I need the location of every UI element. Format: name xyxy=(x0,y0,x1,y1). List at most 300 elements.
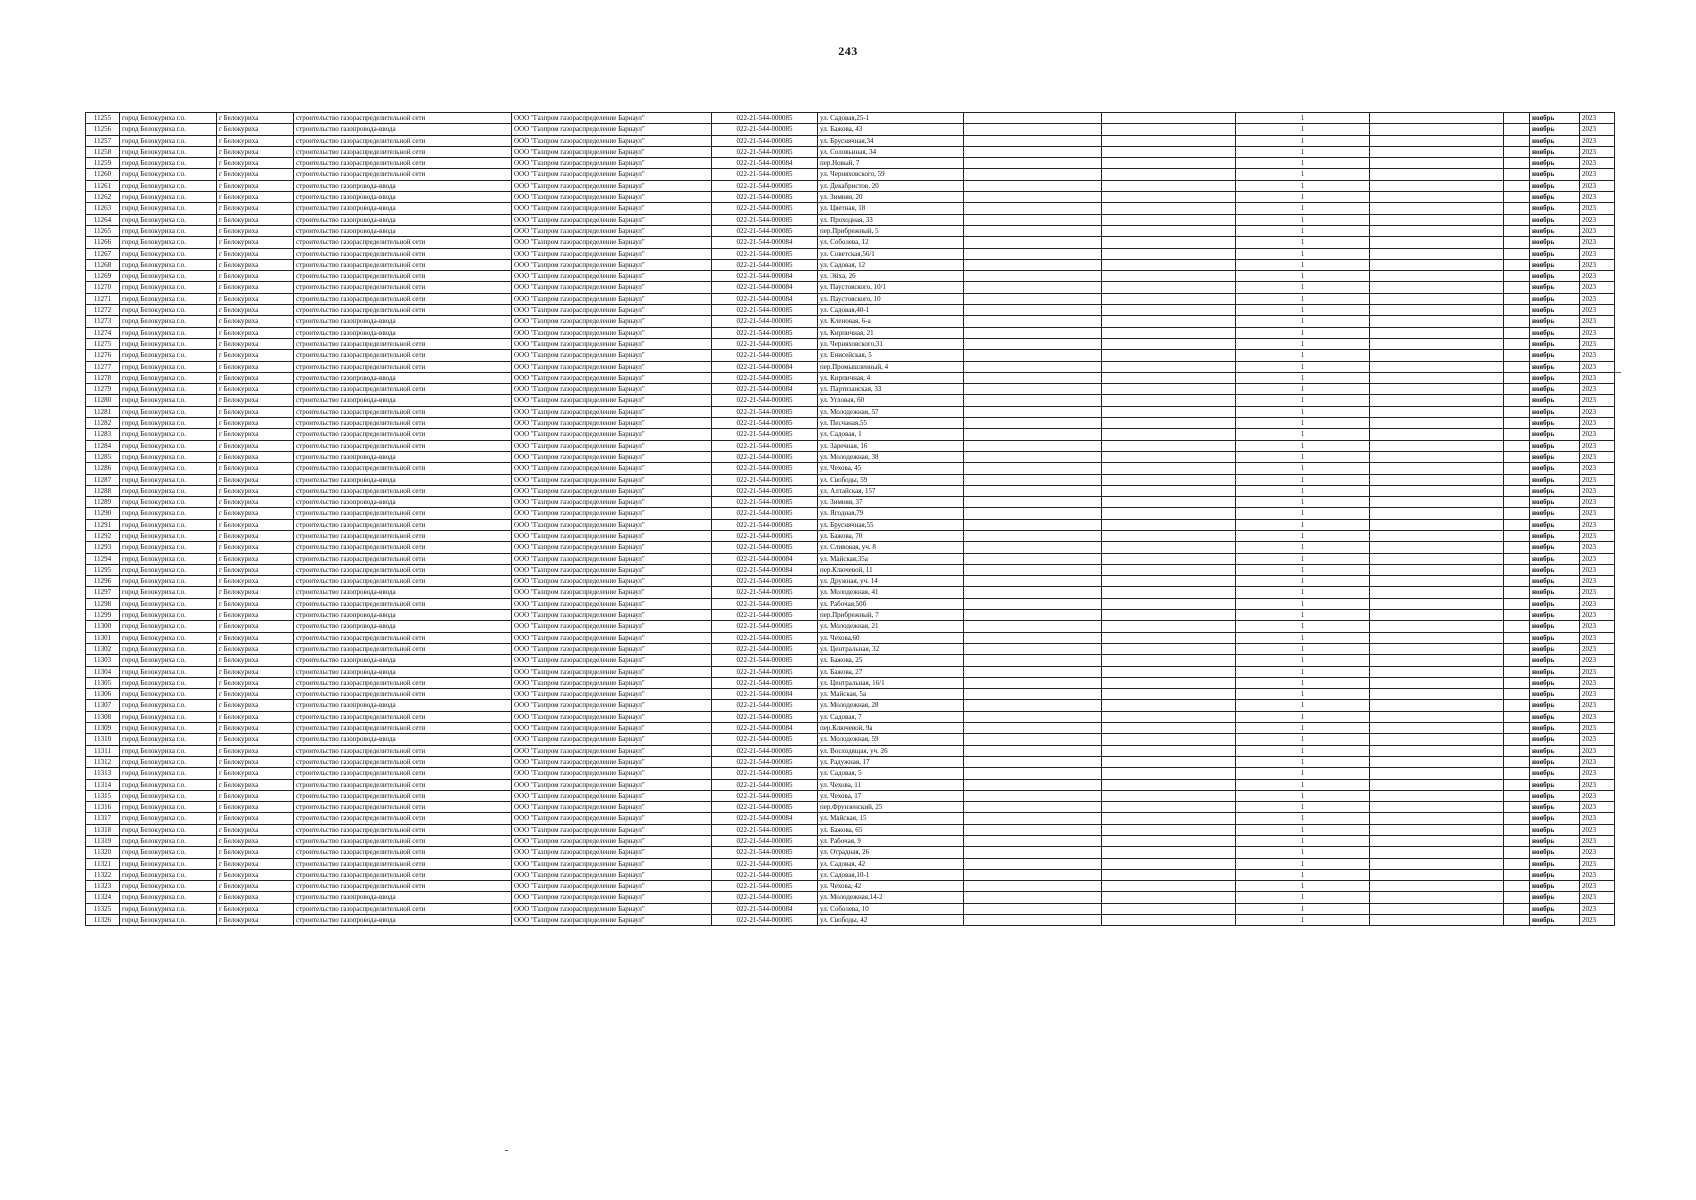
cell-blank-col-a xyxy=(964,406,1102,417)
table-row xyxy=(86,338,1615,349)
cell-blank-col-b xyxy=(1102,824,1236,835)
cell-blank-col-b xyxy=(1102,474,1236,485)
scan-mark xyxy=(1615,372,1621,373)
table-row xyxy=(86,892,1615,903)
cell-blank-col-a xyxy=(964,463,1102,474)
cell-blank-col-d xyxy=(1504,610,1530,621)
cell-contract-number: 022-21-544-000085 xyxy=(712,429,818,440)
cell-blank-col-d xyxy=(1504,259,1530,270)
cell-blank-col-c xyxy=(1370,316,1504,327)
cell-blank-col-c xyxy=(1370,169,1504,180)
cell-quantity: 1 xyxy=(1236,259,1370,270)
registry-table xyxy=(85,112,1615,926)
cell-month: ноябрь xyxy=(1530,903,1580,914)
cell-work-type: строительство газораспределительной сети xyxy=(294,836,512,847)
cell-month: ноябрь xyxy=(1530,508,1580,519)
cell-blank-col-c xyxy=(1370,418,1504,429)
cell-blank-col-d xyxy=(1504,903,1530,914)
cell-blank-col-b xyxy=(1102,700,1236,711)
cell-blank-col-b xyxy=(1102,135,1236,146)
cell-address: ул. Молодежная, 59 xyxy=(818,734,964,745)
cell-organization: ООО "Газпром газораспределение Барнаул" xyxy=(512,361,712,372)
cell-address: ул. Бажова, 70 xyxy=(818,530,964,541)
cell-quantity: 1 xyxy=(1236,372,1370,383)
cell-organization: ООО "Газпром газораспределение Барнаул" xyxy=(512,305,712,316)
cell-contract-number: 022-21-544-000085 xyxy=(712,655,818,666)
cell-address: ул. Кирпичная, 4 xyxy=(818,372,964,383)
cell-row-number: 11293 xyxy=(86,542,120,553)
cell-blank-col-a xyxy=(964,418,1102,429)
table-row xyxy=(86,610,1615,621)
cell-organization: ООО "Газпром газораспределение Барнаул" xyxy=(512,892,712,903)
cell-contract-number: 022-21-544-000085 xyxy=(712,892,818,903)
cell-blank-col-c xyxy=(1370,915,1504,926)
cell-blank-col-c xyxy=(1370,836,1504,847)
cell-blank-col-d xyxy=(1504,790,1530,801)
cell-settlement: г Белокуриха xyxy=(217,350,294,361)
cell-work-type: строительство газораспределительной сети xyxy=(294,282,512,293)
cell-municipality: город Белокуриха г.о. xyxy=(120,813,217,824)
cell-settlement: г Белокуриха xyxy=(217,790,294,801)
cell-row-number: 11322 xyxy=(86,869,120,880)
cell-blank-col-d xyxy=(1504,361,1530,372)
cell-address: ул. Майская, 15 xyxy=(818,813,964,824)
cell-row-number: 11303 xyxy=(86,655,120,666)
cell-address: ул. Молодежная, 21 xyxy=(818,621,964,632)
cell-work-type: строительство газораспределительной сети xyxy=(294,463,512,474)
cell-organization: ООО "Газпром газораспределение Барнаул" xyxy=(512,248,712,259)
cell-year: 2023 xyxy=(1580,858,1615,869)
cell-municipality: город Белокуриха г.о. xyxy=(120,327,217,338)
cell-blank-col-c xyxy=(1370,384,1504,395)
cell-blank-col-b xyxy=(1102,158,1236,169)
cell-work-type: строительство газопровода-ввода xyxy=(294,451,512,462)
cell-quantity: 1 xyxy=(1236,293,1370,304)
cell-year: 2023 xyxy=(1580,169,1615,180)
cell-blank-col-b xyxy=(1102,745,1236,756)
cell-organization: ООО "Газпром газораспределение Барнаул" xyxy=(512,463,712,474)
cell-settlement: г Белокуриха xyxy=(217,203,294,214)
cell-work-type: строительство газораспределительной сети xyxy=(294,564,512,575)
cell-settlement: г Белокуриха xyxy=(217,497,294,508)
cell-blank-col-d xyxy=(1504,666,1530,677)
cell-address: ул. Паустовского, 10/1 xyxy=(818,282,964,293)
cell-contract-number: 022-21-544-000085 xyxy=(712,734,818,745)
cell-address: ул. Центральная, 32 xyxy=(818,643,964,654)
cell-blank-col-d xyxy=(1504,768,1530,779)
cell-year: 2023 xyxy=(1580,338,1615,349)
cell-blank-col-c xyxy=(1370,293,1504,304)
cell-row-number: 11280 xyxy=(86,395,120,406)
cell-organization: ООО "Газпром газораспределение Барнаул" xyxy=(512,824,712,835)
cell-year: 2023 xyxy=(1580,113,1615,124)
cell-blank-col-b xyxy=(1102,169,1236,180)
page-number: 243 xyxy=(838,44,858,58)
cell-blank-col-d xyxy=(1504,316,1530,327)
cell-address: ул. Чехова, 42 xyxy=(818,881,964,892)
cell-quantity: 1 xyxy=(1236,643,1370,654)
cell-blank-col-d xyxy=(1504,214,1530,225)
cell-work-type: строительство газораспределительной сети xyxy=(294,271,512,282)
cell-blank-col-c xyxy=(1370,576,1504,587)
cell-blank-col-c xyxy=(1370,350,1504,361)
cell-contract-number: 022-21-544-000085 xyxy=(712,621,818,632)
cell-month: ноябрь xyxy=(1530,655,1580,666)
cell-year: 2023 xyxy=(1580,158,1615,169)
cell-address: ул. Молодежная, 28 xyxy=(818,700,964,711)
cell-work-type: строительство газораспределительной сети xyxy=(294,237,512,248)
cell-work-type: строительство газопровода-ввода xyxy=(294,497,512,508)
cell-blank-col-b xyxy=(1102,384,1236,395)
cell-blank-col-c xyxy=(1370,395,1504,406)
table-row xyxy=(86,519,1615,530)
cell-blank-col-b xyxy=(1102,813,1236,824)
cell-contract-number: 022-21-544-000085 xyxy=(712,214,818,225)
cell-blank-col-a xyxy=(964,881,1102,892)
cell-settlement: г Белокуриха xyxy=(217,564,294,575)
cell-blank-col-a xyxy=(964,734,1102,745)
cell-blank-col-b xyxy=(1102,361,1236,372)
cell-year: 2023 xyxy=(1580,734,1615,745)
cell-work-type: строительство газопровода-ввода xyxy=(294,124,512,135)
cell-blank-col-b xyxy=(1102,463,1236,474)
cell-year: 2023 xyxy=(1580,632,1615,643)
cell-blank-col-b xyxy=(1102,418,1236,429)
cell-row-number: 11279 xyxy=(86,384,120,395)
cell-address: ул. Садовая, 7 xyxy=(818,711,964,722)
cell-blank-col-b xyxy=(1102,259,1236,270)
cell-settlement: г Белокуриха xyxy=(217,192,294,203)
cell-month: ноябрь xyxy=(1530,271,1580,282)
table-row xyxy=(86,689,1615,700)
cell-blank-col-d xyxy=(1504,576,1530,587)
cell-settlement: г Белокуриха xyxy=(217,271,294,282)
cell-blank-col-d xyxy=(1504,203,1530,214)
cell-blank-col-b xyxy=(1102,564,1236,575)
cell-settlement: г Белокуриха xyxy=(217,745,294,756)
cell-blank-col-d xyxy=(1504,225,1530,236)
cell-work-type: строительство газораспределительной сети xyxy=(294,576,512,587)
cell-settlement: г Белокуриха xyxy=(217,429,294,440)
cell-address: ул. Чехова,60 xyxy=(818,632,964,643)
cell-contract-number: 022-21-544-000085 xyxy=(712,643,818,654)
cell-blank-col-c xyxy=(1370,180,1504,191)
cell-row-number: 11325 xyxy=(86,903,120,914)
cell-year: 2023 xyxy=(1580,519,1615,530)
cell-settlement: г Белокуриха xyxy=(217,225,294,236)
cell-quantity: 1 xyxy=(1236,779,1370,790)
cell-blank-col-a xyxy=(964,338,1102,349)
cell-contract-number: 022-21-544-000085 xyxy=(712,915,818,926)
cell-organization: ООО "Газпром газораспределение Барнаул" xyxy=(512,587,712,598)
cell-work-type: строительство газопровода-ввода xyxy=(294,621,512,632)
cell-contract-number: 022-21-544-000085 xyxy=(712,768,818,779)
cell-settlement: г Белокуриха xyxy=(217,836,294,847)
cell-blank-col-c xyxy=(1370,711,1504,722)
cell-row-number: 11315 xyxy=(86,790,120,801)
cell-blank-col-b xyxy=(1102,338,1236,349)
cell-work-type: строительство газораспределительной сети xyxy=(294,305,512,316)
cell-contract-number: 022-21-544-000085 xyxy=(712,474,818,485)
cell-year: 2023 xyxy=(1580,237,1615,248)
cell-quantity: 1 xyxy=(1236,451,1370,462)
cell-municipality: город Белокуриха г.о. xyxy=(120,214,217,225)
cell-work-type: строительство газораспределительной сети xyxy=(294,169,512,180)
cell-month: ноябрь xyxy=(1530,327,1580,338)
cell-month: ноябрь xyxy=(1530,451,1580,462)
cell-row-number: 11310 xyxy=(86,734,120,745)
cell-settlement: г Белокуриха xyxy=(217,666,294,677)
cell-municipality: город Белокуриха г.о. xyxy=(120,621,217,632)
cell-settlement: г Белокуриха xyxy=(217,553,294,564)
cell-year: 2023 xyxy=(1580,869,1615,880)
cell-blank-col-b xyxy=(1102,881,1236,892)
cell-row-number: 11317 xyxy=(86,813,120,824)
cell-blank-col-d xyxy=(1504,564,1530,575)
cell-row-number: 11311 xyxy=(86,745,120,756)
cell-blank-col-c xyxy=(1370,113,1504,124)
cell-work-type: строительство газораспределительной сети xyxy=(294,598,512,609)
cell-settlement: г Белокуриха xyxy=(217,282,294,293)
cell-blank-col-c xyxy=(1370,451,1504,462)
cell-row-number: 11307 xyxy=(86,700,120,711)
cell-settlement: г Белокуриха xyxy=(217,519,294,530)
cell-blank-col-c xyxy=(1370,734,1504,745)
cell-contract-number: 022-21-544-000085 xyxy=(712,519,818,530)
cell-month: ноябрь xyxy=(1530,237,1580,248)
cell-organization: ООО "Газпром газораспределение Барнаул" xyxy=(512,440,712,451)
cell-blank-col-a xyxy=(964,542,1102,553)
cell-blank-col-c xyxy=(1370,124,1504,135)
cell-work-type: строительство газораспределительной сети xyxy=(294,847,512,858)
cell-year: 2023 xyxy=(1580,564,1615,575)
cell-row-number: 11264 xyxy=(86,214,120,225)
cell-organization: ООО "Газпром газораспределение Барнаул" xyxy=(512,113,712,124)
cell-address: ул. Рабочая, 9 xyxy=(818,836,964,847)
cell-municipality: город Белокуриха г.о. xyxy=(120,768,217,779)
cell-blank-col-a xyxy=(964,135,1102,146)
cell-blank-col-b xyxy=(1102,587,1236,598)
cell-work-type: строительство газораспределительной сети xyxy=(294,384,512,395)
cell-blank-col-d xyxy=(1504,135,1530,146)
table-row xyxy=(86,779,1615,790)
cell-blank-col-c xyxy=(1370,553,1504,564)
cell-month: ноябрь xyxy=(1530,621,1580,632)
cell-work-type: строительство газопровода-ввода xyxy=(294,395,512,406)
cell-month: ноябрь xyxy=(1530,723,1580,734)
cell-blank-col-a xyxy=(964,564,1102,575)
cell-settlement: г Белокуриха xyxy=(217,869,294,880)
cell-month: ноябрь xyxy=(1530,666,1580,677)
cell-blank-col-d xyxy=(1504,869,1530,880)
cell-blank-col-c xyxy=(1370,700,1504,711)
cell-organization: ООО "Газпром газораспределение Барнаул" xyxy=(512,858,712,869)
table-row xyxy=(86,881,1615,892)
cell-municipality: город Белокуриха г.о. xyxy=(120,847,217,858)
cell-organization: ООО "Газпром газораспределение Барнаул" xyxy=(512,915,712,926)
cell-year: 2023 xyxy=(1580,474,1615,485)
cell-municipality: город Белокуриха г.о. xyxy=(120,711,217,722)
cell-organization: ООО "Газпром газораспределение Барнаул" xyxy=(512,677,712,688)
cell-month: ноябрь xyxy=(1530,677,1580,688)
cell-organization: ООО "Газпром газораспределение Барнаул" xyxy=(512,474,712,485)
cell-blank-col-a xyxy=(964,327,1102,338)
cell-work-type: строительство газораспределительной сети xyxy=(294,338,512,349)
cell-address: ул. Кирпичная, 21 xyxy=(818,327,964,338)
cell-quantity: 1 xyxy=(1236,915,1370,926)
cell-settlement: г Белокуриха xyxy=(217,169,294,180)
cell-contract-number: 022-21-544-000085 xyxy=(712,485,818,496)
cell-organization: ООО "Газпром газораспределение Барнаул" xyxy=(512,508,712,519)
table-row xyxy=(86,745,1615,756)
cell-settlement: г Белокуриха xyxy=(217,395,294,406)
cell-month: ноябрь xyxy=(1530,497,1580,508)
cell-settlement: г Белокуриха xyxy=(217,124,294,135)
cell-blank-col-d xyxy=(1504,632,1530,643)
cell-address: пер.Ключевой, 11 xyxy=(818,564,964,575)
cell-blank-col-a xyxy=(964,248,1102,259)
cell-month: ноябрь xyxy=(1530,440,1580,451)
cell-year: 2023 xyxy=(1580,180,1615,191)
cell-contract-number: 022-21-544-000085 xyxy=(712,508,818,519)
cell-month: ноябрь xyxy=(1530,384,1580,395)
cell-contract-number: 022-21-544-000085 xyxy=(712,497,818,508)
cell-work-type: строительство газораспределительной сети xyxy=(294,723,512,734)
cell-blank-col-c xyxy=(1370,406,1504,417)
cell-contract-number: 022-21-544-000085 xyxy=(712,632,818,643)
cell-blank-col-d xyxy=(1504,643,1530,654)
cell-contract-number: 022-21-544-000084 xyxy=(712,158,818,169)
cell-year: 2023 xyxy=(1580,824,1615,835)
cell-address: ул. Молодежная, 38 xyxy=(818,451,964,462)
cell-address: ул. Бажова, 65 xyxy=(818,824,964,835)
cell-settlement: г Белокуриха xyxy=(217,621,294,632)
cell-work-type: строительство газораспределительной сети xyxy=(294,508,512,519)
cell-settlement: г Белокуриха xyxy=(217,847,294,858)
table-row xyxy=(86,192,1615,203)
cell-month: ноябрь xyxy=(1530,564,1580,575)
cell-work-type: строительство газораспределительной сети xyxy=(294,146,512,157)
cell-blank-col-c xyxy=(1370,892,1504,903)
cell-settlement: г Белокуриха xyxy=(217,587,294,598)
cell-contract-number: 022-21-544-000085 xyxy=(712,305,818,316)
cell-month: ноябрь xyxy=(1530,158,1580,169)
cell-municipality: город Белокуриха г.о. xyxy=(120,384,217,395)
cell-municipality: город Белокуриха г.о. xyxy=(120,610,217,621)
cell-blank-col-d xyxy=(1504,384,1530,395)
cell-blank-col-a xyxy=(964,903,1102,914)
cell-quantity: 1 xyxy=(1236,485,1370,496)
table-row xyxy=(86,655,1615,666)
cell-contract-number: 022-21-544-000085 xyxy=(712,395,818,406)
cell-address: ул. Проходная, 33 xyxy=(818,214,964,225)
table-row xyxy=(86,530,1615,541)
cell-municipality: город Белокуриха г.о. xyxy=(120,689,217,700)
cell-row-number: 11263 xyxy=(86,203,120,214)
table-row xyxy=(86,440,1615,451)
cell-address: ул. Декабристов, 20 xyxy=(818,180,964,191)
cell-contract-number: 022-21-544-000085 xyxy=(712,338,818,349)
cell-quantity: 1 xyxy=(1236,146,1370,157)
cell-month: ноябрь xyxy=(1530,610,1580,621)
cell-organization: ООО "Газпром газораспределение Барнаул" xyxy=(512,237,712,248)
cell-contract-number: 022-21-544-000085 xyxy=(712,869,818,880)
cell-work-type: строительство газораспределительной сети xyxy=(294,802,512,813)
cell-blank-col-b xyxy=(1102,316,1236,327)
cell-blank-col-a xyxy=(964,723,1102,734)
cell-year: 2023 xyxy=(1580,305,1615,316)
cell-blank-col-b xyxy=(1102,768,1236,779)
cell-settlement: г Белокуриха xyxy=(217,768,294,779)
cell-settlement: г Белокуриха xyxy=(217,643,294,654)
cell-month: ноябрь xyxy=(1530,700,1580,711)
cell-contract-number: 022-21-544-000084 xyxy=(712,689,818,700)
cell-contract-number: 022-21-544-000085 xyxy=(712,418,818,429)
cell-address: ул. Чехова, 17 xyxy=(818,790,964,801)
cell-blank-col-d xyxy=(1504,508,1530,519)
cell-settlement: г Белокуриха xyxy=(217,485,294,496)
cell-blank-col-a xyxy=(964,429,1102,440)
table-row xyxy=(86,316,1615,327)
cell-work-type: строительство газопровода-ввода xyxy=(294,327,512,338)
cell-blank-col-c xyxy=(1370,474,1504,485)
cell-row-number: 11306 xyxy=(86,689,120,700)
cell-settlement: г Белокуриха xyxy=(217,655,294,666)
table-row xyxy=(86,915,1615,926)
cell-organization: ООО "Газпром газораспределение Барнаул" xyxy=(512,192,712,203)
cell-contract-number: 022-21-544-000085 xyxy=(712,711,818,722)
cell-quantity: 1 xyxy=(1236,406,1370,417)
cell-contract-number: 022-21-544-000085 xyxy=(712,259,818,270)
cell-blank-col-d xyxy=(1504,723,1530,734)
cell-blank-col-d xyxy=(1504,282,1530,293)
cell-blank-col-d xyxy=(1504,395,1530,406)
cell-work-type: строительство газораспределительной сети xyxy=(294,768,512,779)
cell-address: ул. Садовая, 5 xyxy=(818,768,964,779)
cell-organization: ООО "Газпром газораспределение Барнаул" xyxy=(512,214,712,225)
cell-address: ул. Садовая, 1 xyxy=(818,429,964,440)
cell-work-type: строительство газораспределительной сети xyxy=(294,158,512,169)
cell-work-type: строительство газораспределительной сети xyxy=(294,779,512,790)
cell-address: пер.Промышленный, 4 xyxy=(818,361,964,372)
cell-quantity: 1 xyxy=(1236,564,1370,575)
cell-year: 2023 xyxy=(1580,700,1615,711)
cell-blank-col-d xyxy=(1504,734,1530,745)
cell-blank-col-b xyxy=(1102,892,1236,903)
cell-month: ноябрь xyxy=(1530,463,1580,474)
cell-work-type: строительство газопровода-ввода xyxy=(294,225,512,236)
cell-blank-col-a xyxy=(964,779,1102,790)
cell-blank-col-b xyxy=(1102,869,1236,880)
cell-settlement: г Белокуриха xyxy=(217,406,294,417)
cell-municipality: город Белокуриха г.о. xyxy=(120,723,217,734)
cell-organization: ООО "Газпром газораспределение Барнаул" xyxy=(512,350,712,361)
table-row xyxy=(86,643,1615,654)
cell-blank-col-d xyxy=(1504,677,1530,688)
cell-contract-number: 022-21-544-000085 xyxy=(712,316,818,327)
cell-quantity: 1 xyxy=(1236,135,1370,146)
cell-municipality: город Белокуриха г.о. xyxy=(120,598,217,609)
cell-blank-col-c xyxy=(1370,429,1504,440)
table-row xyxy=(86,824,1615,835)
cell-settlement: г Белокуриха xyxy=(217,903,294,914)
cell-blank-col-d xyxy=(1504,598,1530,609)
cell-blank-col-c xyxy=(1370,192,1504,203)
table-row xyxy=(86,429,1615,440)
cell-contract-number: 022-21-544-000085 xyxy=(712,451,818,462)
cell-address: ул. Центральная, 16/1 xyxy=(818,677,964,688)
cell-address: ул. Черняховского, 59 xyxy=(818,169,964,180)
